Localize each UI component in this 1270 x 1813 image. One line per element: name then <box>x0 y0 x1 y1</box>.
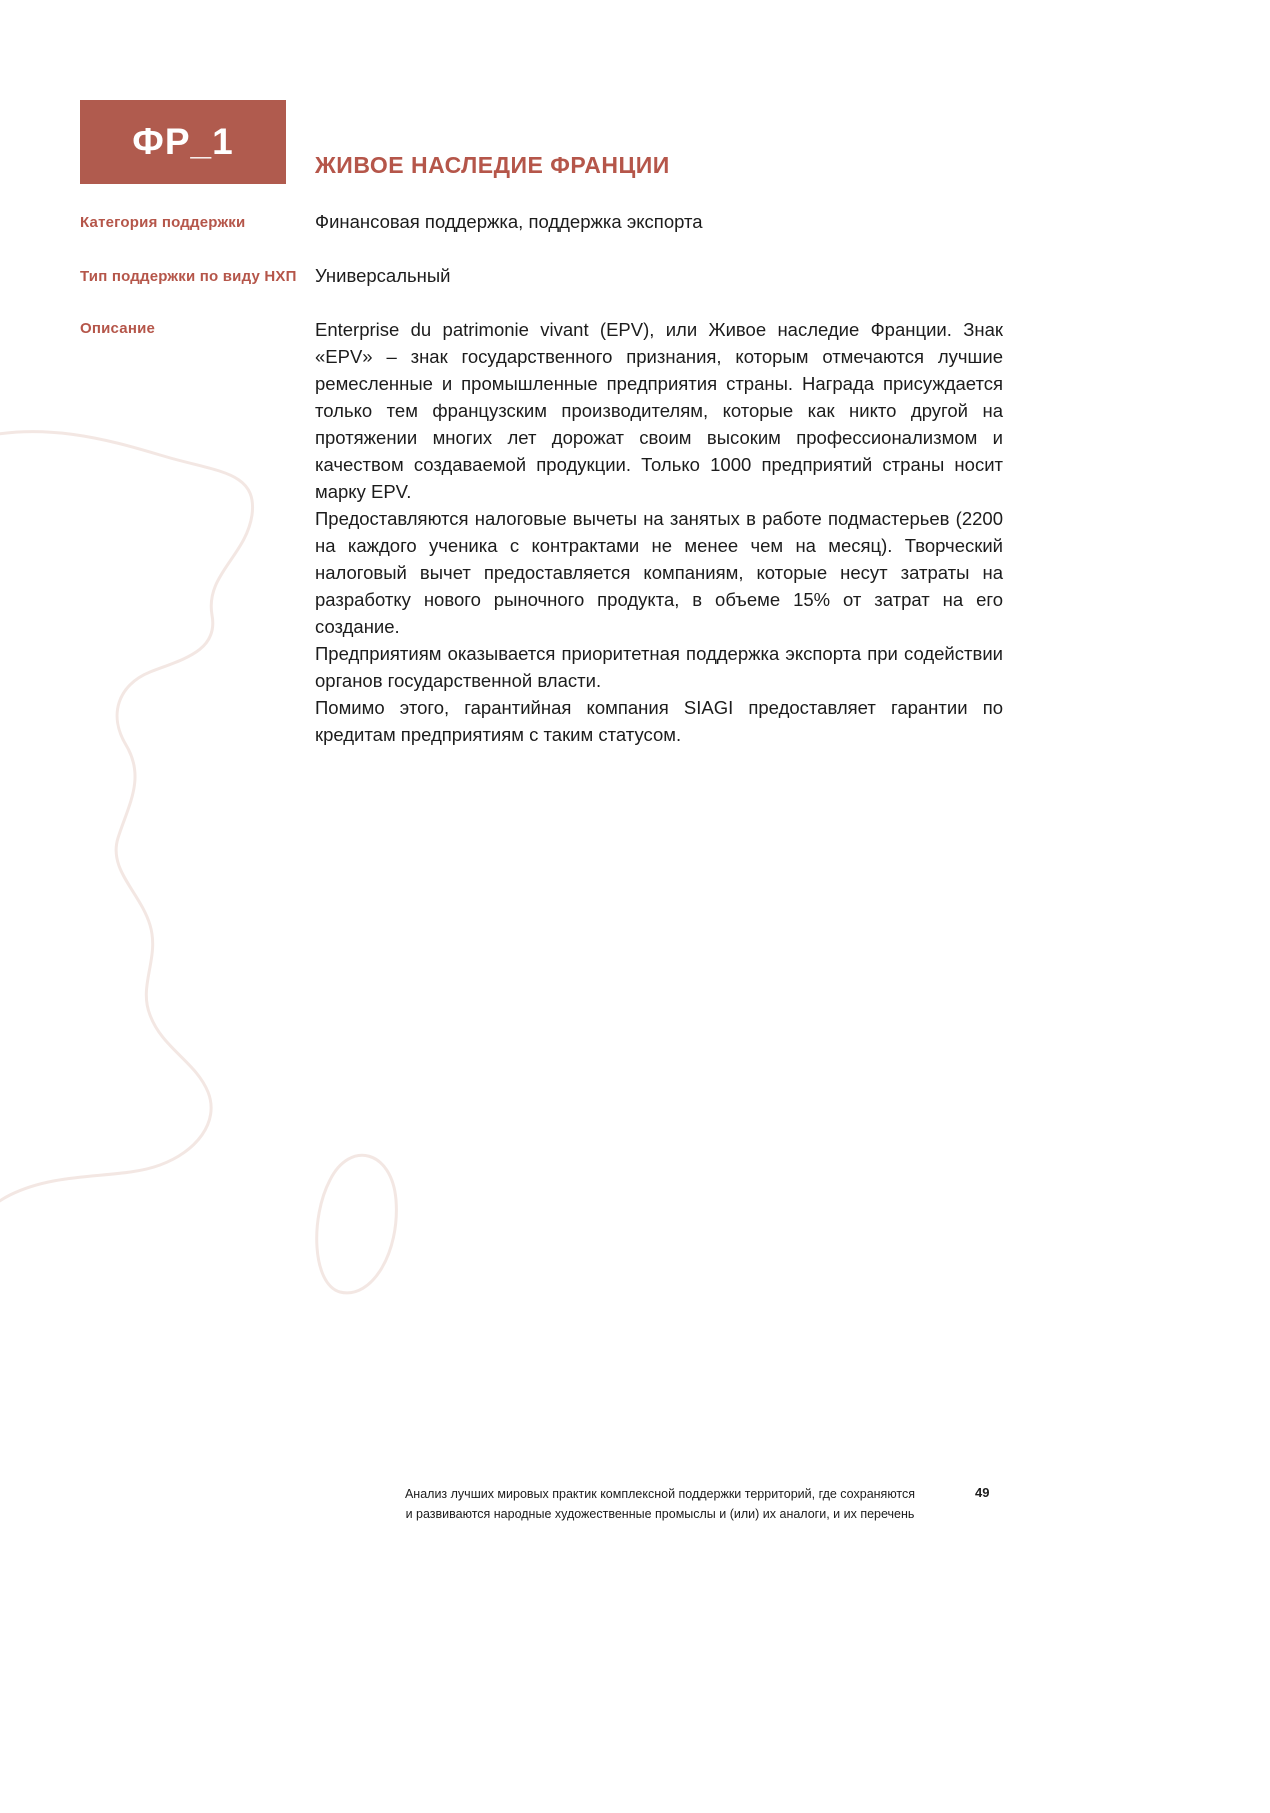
page-number: 49 <box>975 1485 990 1500</box>
description-paragraph: Предоставляются налоговые вычеты на занятых в работе подмастерьев (2200 на каждого ученика с контрактами не менее чем на месяц). Творческий налоговый вычет предоставляется компаниям, которые несут затраты на разработку нового рыночного продукта, в объеме 15% от затрат на его создание. <box>315 508 1003 637</box>
page-title: ЖИВОЕ НАСЛЕДИЕ ФРАНЦИИ <box>315 152 670 178</box>
footer-line-1: Анализ лучших мировых практик комплексной поддержки территорий, где сохраняются <box>404 1487 916 1501</box>
description-paragraph: Предприятиям оказывается приоритетная поддержка экспорта при содействии органов государственной власти. <box>315 643 1003 691</box>
description-paragraph: Enterprise du patrimonie vivant (EPV), или Живое наследие Франции. Знак «EPV» – знак государственного признания, которым отмечаются лучшие ремесленные и промышленные предприятия страны. Награда присуждается только тем французским производителям, которые как никто другой на протяжении многих лет дорожат своим высоким профессионализмом и качеством создаваемой продукции. Только 1000 предприятий страны носит марку EPV. <box>315 319 1003 502</box>
footer-line-2: и развиваются народные художественные промыслы и (или) их аналоги, и их перечень <box>405 1507 915 1521</box>
field-value-support-type: Универсальный <box>315 265 451 286</box>
field-label-support-type: Тип поддержки по виду НХП <box>80 268 297 285</box>
practice-code-badge: ФР_1 <box>80 100 286 184</box>
field-value-category: Финансовая поддержка, поддержка экспорта <box>315 211 703 232</box>
footer-caption <box>315 1484 1005 1524</box>
field-label-category: Категория поддержки <box>80 214 246 231</box>
description-paragraph: Помимо этого, гарантийная компания SIAGI предоставляет гарантии по кредитам предприятиям с таким статусом. <box>315 697 1003 745</box>
description-text <box>315 316 1003 748</box>
field-label-description: Описание <box>80 320 156 337</box>
